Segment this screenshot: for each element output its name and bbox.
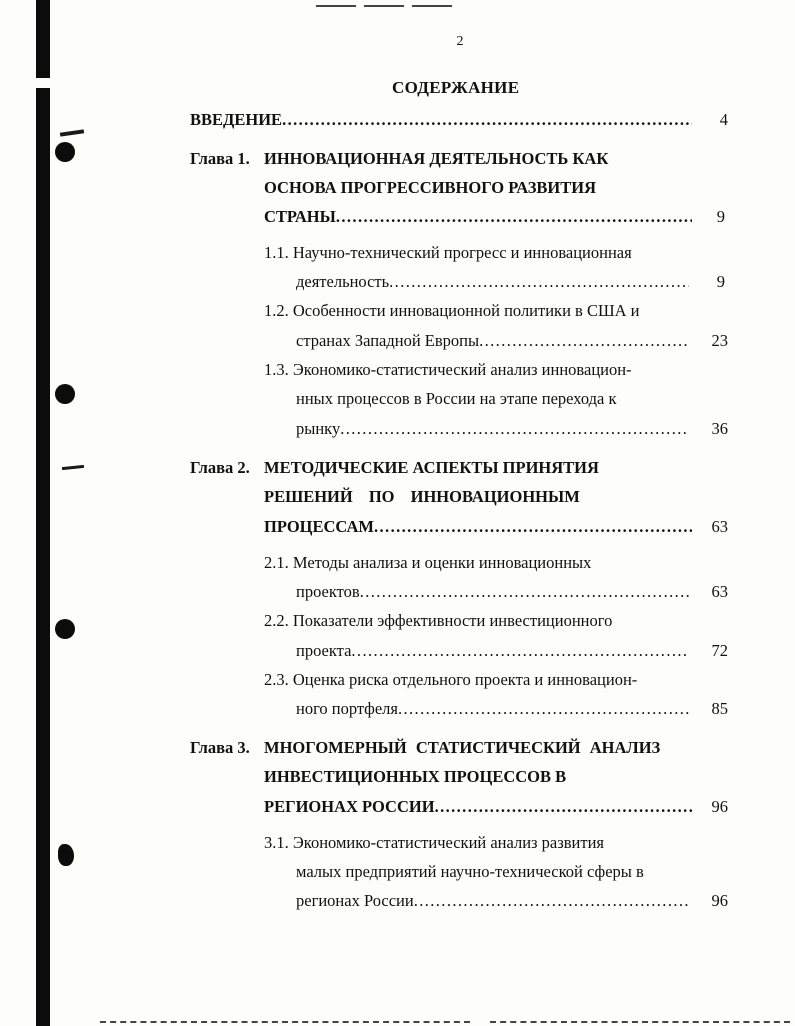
- toc-entry-introduction: [190, 110, 692, 130]
- chapter-3-title: РЕГИОНАХ РОССИИ .....: [264, 797, 692, 817]
- section-1-2-page: 23: [711, 331, 728, 350]
- introduction-page: 4: [719, 110, 728, 129]
- section-1-1-page: 9: [716, 272, 725, 291]
- section-2-1-page: 63: [711, 582, 728, 601]
- chapter-1-title: СТРАНЫ .....: [264, 207, 692, 227]
- page-number: 2: [456, 34, 464, 49]
- chapter-3-label: Глава 3.: [190, 738, 250, 757]
- punch-hole: [58, 844, 74, 866]
- chapter-2-page: 63: [711, 517, 728, 536]
- section-2-2-title: проекта .....: [296, 641, 689, 661]
- scan-dash: [412, 5, 452, 7]
- scan-dash: [490, 1021, 790, 1023]
- section-1-3-title: 1.3. Экономико-статистический анализ инновацион-: [264, 360, 632, 379]
- section-2-3-title: ного портфеля .....: [296, 699, 689, 719]
- scan-speck: [60, 129, 84, 136]
- introduction-title: ВВЕДЕНИЕ: [190, 110, 283, 129]
- chapter-3-page: 96: [711, 797, 728, 816]
- chapter-3-title: МНОГОМЕРНЫЙ СТАТИСТИЧЕСКИЙ АНАЛИЗ: [264, 738, 661, 757]
- section-2-2-title: 2.2. Показатели эффективности инвестиционного: [264, 611, 613, 630]
- section-1-2-title: 1.2. Особенности инновационной политики в США и: [264, 301, 640, 320]
- section-1-3-title: рынку .....: [296, 419, 689, 439]
- scan-speck: [62, 465, 84, 470]
- scan-dash: [100, 1021, 470, 1023]
- punch-hole: [55, 384, 75, 404]
- section-2-1-title: 2.1. Методы анализа и оценки инновационных: [264, 553, 592, 572]
- chapter-1-page: 9: [716, 207, 725, 226]
- section-3-1-title: 3.1. Экономико-статистический анализ развития: [264, 833, 605, 852]
- section-3-1-title: малых предприятий научно-технической сферы в: [296, 862, 644, 881]
- section-2-3-page: 85: [711, 699, 728, 718]
- chapter-2-label: Глава 2.: [190, 458, 250, 477]
- scan-dash: [316, 5, 356, 7]
- scan-dash: [364, 5, 404, 7]
- section-1-3-title: нных процессов в России на этапе перехода к: [296, 389, 617, 408]
- scan-edge-bar: [36, 88, 50, 1026]
- section-2-1-title: проектов .....: [296, 582, 689, 602]
- punch-hole: [55, 619, 75, 639]
- section-1-1-title: 1.1. Научно-технический прогресс и инновационная: [264, 243, 632, 262]
- section-1-1-title: деятельность .....: [296, 272, 689, 292]
- toc-title: СОДЕРЖАНИЕ: [392, 78, 520, 97]
- section-1-3-page: 36: [711, 419, 728, 438]
- chapter-2-title: РЕШЕНИЙ ПО ИННОВАЦИОННЫМ: [264, 487, 580, 506]
- section-1-2-title: странах Западной Европы .....: [296, 331, 689, 351]
- chapter-1-label: Глава 1.: [190, 149, 250, 168]
- section-2-2-page: 72: [711, 641, 728, 660]
- chapter-1-title: ОСНОВА ПРОГРЕССИВНОГО РАЗВИТИЯ: [264, 178, 597, 197]
- section-3-1-title: регионах России .....: [296, 891, 689, 911]
- punch-hole: [55, 142, 75, 162]
- section-2-3-title: 2.3. Оценка риска отдельного проекта и инновацион-: [264, 670, 638, 689]
- chapter-2-title: МЕТОДИЧЕСКИЕ АСПЕКТЫ ПРИНЯТИЯ: [264, 458, 599, 477]
- chapter-1-title: ИННОВАЦИОННАЯ ДЕЯТЕЛЬНОСТЬ КАК: [264, 149, 609, 168]
- chapter-3-title: ИНВЕСТИЦИОННЫХ ПРОЦЕССОВ В: [264, 767, 567, 786]
- section-3-1-page: 96: [711, 891, 728, 910]
- chapter-2-title: ПРОЦЕССАМ .....: [264, 517, 692, 537]
